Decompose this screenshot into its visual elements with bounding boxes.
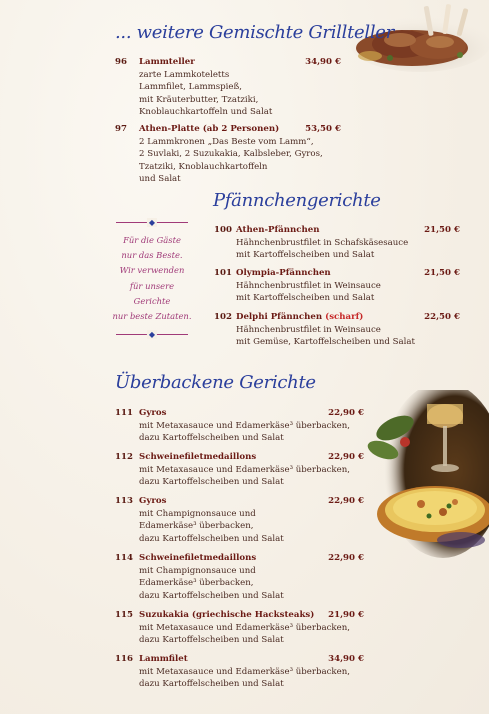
item-number: 112 xyxy=(115,452,133,462)
item-description-line: 2 Suvlaki, 2 Suzukakia, Kalbsleber, Gyros, xyxy=(139,149,323,160)
diamond-icon: ◆ xyxy=(148,218,156,227)
item-description-line: mit Metaxasauce und Edamerkäse³ überbacken, xyxy=(139,622,350,633)
item-description-line: mit Metaxasauce und Edamerkäse³ überbacken, xyxy=(139,666,350,677)
item-price: 22,90 € xyxy=(328,408,364,418)
menu-item xyxy=(115,451,364,489)
item-number: 97 xyxy=(115,124,127,134)
item-description-line: mit Gemüse, Kartoffelscheiben und Salat xyxy=(236,337,415,348)
item-description-line: dazu Kartoffelscheiben und Salat xyxy=(139,679,284,690)
item-description-line: mit Champignonsauce und xyxy=(139,565,256,576)
item-description-line: Edamerkäse³ überbacken, xyxy=(139,521,254,532)
item-price: 34,90 € xyxy=(328,654,364,664)
menu-item xyxy=(115,56,341,119)
item-description-line: Tzatziki, Knoblauchkartoffeln xyxy=(139,161,268,172)
note-rule-bottom xyxy=(116,330,188,339)
item-number: 100 xyxy=(214,225,232,235)
item-description-line: Edamerkäse³ überbacken, xyxy=(139,578,254,589)
section-title-ueberbacken: Überbackene Gerichte xyxy=(115,372,316,393)
item-description-line: dazu Kartoffelscheiben und Salat xyxy=(139,635,284,646)
note-line: Wir verwenden xyxy=(119,265,185,276)
item-description-line: mit Metaxasauce und Edamerkäse³ überbacken, xyxy=(139,420,350,431)
item-price: 21,90 € xyxy=(328,610,364,620)
item-number: 101 xyxy=(214,268,232,278)
item-description-line: Hähnchenbrustfilet in Schafskäsesauce xyxy=(236,237,409,248)
item-name-text: Lammfilet xyxy=(139,654,188,664)
item-name-text: Schweinefiletmedaillons xyxy=(139,452,257,462)
menu-item xyxy=(115,407,364,445)
gratin-dish-photo-icon xyxy=(365,390,489,560)
item-name-text: Schweinefiletmedaillons xyxy=(139,553,257,563)
item-price: 22,90 € xyxy=(328,496,364,506)
menu-item xyxy=(115,609,364,647)
item-description-line: mit Kartoffelscheiben und Salat xyxy=(236,293,375,304)
item-number: 96 xyxy=(115,57,127,67)
menu-item xyxy=(214,311,460,349)
item-description-line: mit Metaxasauce und Edamerkäse³ überbacken, xyxy=(139,464,350,475)
menu-item xyxy=(115,123,341,186)
item-description-line: dazu Kartoffelscheiben und Salat xyxy=(139,477,284,488)
item-number: 115 xyxy=(115,610,133,620)
item-number: 116 xyxy=(115,654,133,664)
item-price: 53,50 € xyxy=(305,124,341,134)
item-number: 111 xyxy=(115,408,133,418)
item-price: 34,90 € xyxy=(305,57,341,67)
menu-item xyxy=(115,653,364,691)
note-line: nur das Beste. xyxy=(121,250,183,261)
item-description-line: mit Champignonsauce und xyxy=(139,508,256,519)
note-line: für unsere Gerichte xyxy=(129,280,175,306)
item-name-text: Lammteller xyxy=(139,57,195,67)
item-name-text: Gyros xyxy=(139,496,167,506)
item-description-line: Hähnchenbrustfilet in Weinsauce xyxy=(236,324,381,335)
item-description-line: Hähnchenbrustfilet in Weinsauce xyxy=(236,280,381,291)
item-description-line: mit Kartoffelscheiben und Salat xyxy=(236,250,375,261)
item-number: 102 xyxy=(214,312,232,322)
quality-note xyxy=(112,218,192,339)
item-description-line: dazu Kartoffelscheiben und Salat xyxy=(139,533,284,544)
item-description-line: dazu Kartoffelscheiben und Salat xyxy=(139,590,284,601)
section-title-pfaennchen: Pfännchengerichte xyxy=(213,190,381,211)
item-description-line: und Salat xyxy=(139,174,181,185)
item-name-text: Athen-Pfännchen xyxy=(236,225,320,235)
item-name-text: Olympia-Pfännchen xyxy=(236,268,331,278)
item-price: 21,50 € xyxy=(424,225,460,235)
item-description-line: Lammfilet, Lammspieß, xyxy=(139,82,242,93)
item-name-text: Athen-Platte (ab 2 Personen) xyxy=(139,124,280,134)
item-description-line: mit Kräuterbutter, Tzatziki, xyxy=(139,94,259,105)
note-line: Für die Gäste xyxy=(123,235,181,245)
menu-item xyxy=(115,495,364,545)
item-price: 21,50 € xyxy=(424,268,460,278)
item-price: 22,50 € xyxy=(424,312,460,322)
item-name-text: Suzukakia (griechische Hacksteaks) xyxy=(139,610,315,620)
item-name-text: Gyros xyxy=(139,408,167,418)
item-price: 22,90 € xyxy=(328,553,364,563)
item-price: 22,90 € xyxy=(328,452,364,462)
item-name-text: Delphi Pfännchen xyxy=(236,312,323,322)
item-description-line: zarte Lammkoteletts xyxy=(139,69,230,80)
item-description-line: dazu Kartoffelscheiben und Salat xyxy=(139,433,284,444)
note-text xyxy=(112,227,192,330)
menu-item xyxy=(115,552,364,602)
item-description-line: Knoblauchkartoffeln und Salat xyxy=(139,107,273,118)
item-number: 114 xyxy=(115,553,133,563)
note-line: nur beste Zutaten. xyxy=(112,311,192,322)
menu-item xyxy=(214,267,460,305)
section-title-grillteller: ... weitere Gemischte Grillteller xyxy=(115,22,394,43)
item-description-line: 2 Lammkronen „Das Beste vom Lamm“, xyxy=(139,136,314,147)
diamond-icon: ◆ xyxy=(148,330,156,340)
item-number: 113 xyxy=(115,496,133,506)
spicy-label: (scharf) xyxy=(325,312,364,322)
menu-item xyxy=(214,224,460,262)
note-rule-top xyxy=(116,218,188,227)
